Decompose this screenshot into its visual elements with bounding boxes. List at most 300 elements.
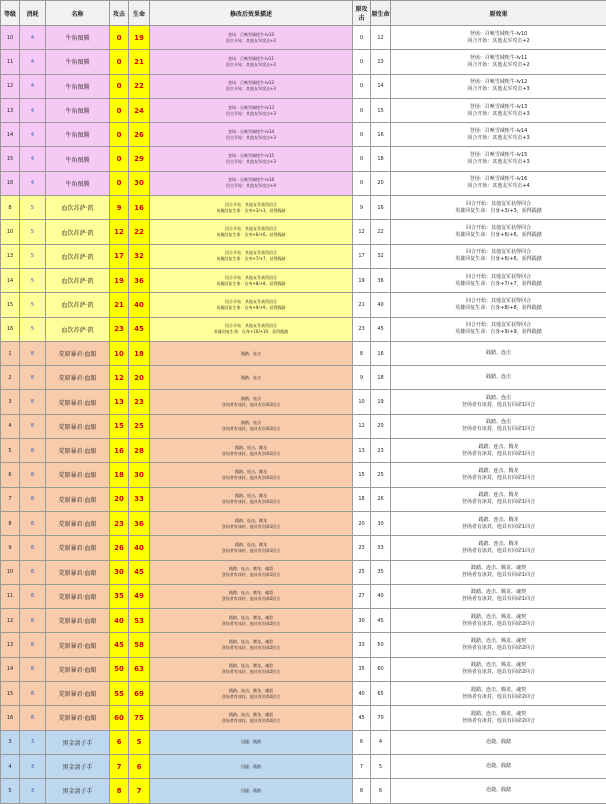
effect-line: 践踏、连击 [150,396,352,402]
modified-effect-cell [150,609,353,633]
modified-effect-cell [150,123,353,147]
health-cell: 30 [129,463,150,487]
name-cell: 牛角图腾 [46,147,110,171]
modified-effect-cell [150,26,353,50]
level-cell: 4 [1,754,20,778]
cost-cell: 8 [20,657,46,681]
cost-cell: 8 [20,366,46,390]
effect-line: 回合开始：其他友军攻击+2 [391,38,606,45]
effect-line: 践踏、连击、腾龙、魂契 [391,687,606,694]
effect-line: 登场：召唤雪域牦牛-lv13 [150,105,352,111]
table-row [1,74,606,98]
original-effect-cell [391,657,606,681]
effect-line: 登场：召唤雪域牦牛-lv11 [391,55,606,62]
effect-line: 英雄回复生命：自身+6/+6，获得践踏 [391,232,606,239]
modified-effect-cell [150,98,353,122]
original-health-cell: 33 [371,536,391,560]
attack-cell: 17 [110,244,129,268]
effect-line: 登场者有冰封，他具有回命2回合 [391,621,606,628]
original-health-cell: 16 [371,196,391,220]
effect-line: 登场者有冰封，他具有回命1回合 [391,426,606,433]
original-attack-cell: 18 [353,487,371,511]
original-attack-cell: 21 [353,293,371,317]
table-row [1,511,606,535]
level-cell: 10 [1,26,20,50]
effect-line: 登场：召唤雪域牦牛-lv12 [391,79,606,86]
effect-line: 践踏、连击、腾龙、魂契 [150,566,352,572]
header-original-attack: 原攻击 [353,1,371,26]
table-row [1,536,606,560]
effect-line: 登场者有冰封，他具有回命2回合 [150,669,352,675]
health-cell: 16 [129,196,150,220]
table-row [1,366,606,390]
cost-cell: 4 [20,147,46,171]
effect-line: 回合开始：其他友军攻击+3 [391,135,606,142]
cost-cell: 8 [20,390,46,414]
effect-line: 迅捷、践踏 [391,787,606,794]
modified-effect-cell [150,220,353,244]
level-cell: 2 [1,366,20,390]
effect-line: 回合开始：其他友军攻击+3 [391,159,606,166]
effect-line: 回合开始：其他友军攻击+2 [150,62,352,68]
original-health-cell: 6 [371,779,391,803]
attack-cell: 0 [110,98,129,122]
health-cell: 29 [129,147,150,171]
original-attack-cell: 17 [353,244,371,268]
table-row [1,50,606,74]
effect-line: 践踏、连击、腾龙 [391,444,606,451]
effect-line: 践踏、连击 [150,351,352,357]
name-cell: 牛角图腾 [46,26,110,50]
original-health-cell: 16 [371,123,391,147]
modified-effect-cell [150,244,353,268]
original-attack-cell: 0 [353,74,371,98]
name-cell: 荒原暴君·血眼 [46,536,110,560]
table-row [1,609,606,633]
effect-line: 登场者有冰封，他具有回命1回合 [150,451,352,457]
level-cell: 7 [1,487,20,511]
effect-line: 回合开始：其他友军攻击+3 [150,86,352,92]
level-cell: 13 [1,98,20,122]
cost-cell: 4 [20,26,46,50]
table-row [1,657,606,681]
level-cell: 6 [1,463,20,487]
original-health-cell: 40 [371,293,391,317]
level-cell: 16 [1,171,20,195]
original-health-cell: 20 [371,414,391,438]
effect-line: 登场者有冰封，他具有回命1回合 [150,524,352,530]
original-health-cell: 5 [371,754,391,778]
effect-line: 践踏、连击 [391,374,606,381]
effect-line: 践踏、连击、腾龙、魂契 [150,615,352,621]
effect-line: 登场者有冰封，他具有回命1回合 [150,572,352,578]
original-attack-cell: 19 [353,268,371,292]
cost-cell: 5 [20,220,46,244]
effect-line: 践踏、连击、腾龙、魂契 [150,590,352,596]
name-cell: 血饮苏萨·凯 [46,244,110,268]
cost-cell: 8 [20,414,46,438]
effect-line: 迅捷、践踏 [150,788,352,794]
cost-cell: 8 [20,560,46,584]
health-cell: 30 [129,171,150,195]
effect-line: 登场：召唤雪域牦牛-lv14 [391,128,606,135]
original-effect-cell [391,730,606,754]
effect-line: 回合开始：其他友军攻击+3 [150,159,352,165]
effect-line: 回合开始：其他友军获得回合 [391,225,606,232]
table-row [1,341,606,365]
name-cell: 荒原暴君·血眼 [46,463,110,487]
original-attack-cell: 15 [353,463,371,487]
name-cell: 血饮苏萨·凯 [46,317,110,341]
cost-cell: 8 [20,439,46,463]
effect-line: 英雄回复生命：自身+8/+8，获得践踏 [150,281,352,287]
attack-cell: 45 [110,633,129,657]
original-health-cell: 30 [371,511,391,535]
modified-effect-cell [150,196,353,220]
effect-line: 登场者有冰封，他具有回命2回合 [150,718,352,724]
level-cell: 15 [1,147,20,171]
original-attack-cell: 23 [353,317,371,341]
original-health-cell: 14 [371,74,391,98]
health-cell: 53 [129,609,150,633]
effect-line: 登场：召唤雪域牦牛-lv10 [150,32,352,38]
effect-line: 英雄回复生命：自身+10/+10，获得践踏 [150,329,352,335]
original-health-cell: 23 [371,439,391,463]
original-attack-cell: 25 [353,560,371,584]
cost-cell: 8 [20,609,46,633]
header-attack: 攻击 [110,1,129,26]
original-health-cell: 22 [371,220,391,244]
table-row [1,293,606,317]
cost-cell: 8 [20,341,46,365]
level-cell: 10 [1,220,20,244]
effect-line: 回合开始：其他友军获得回合 [150,226,352,232]
effect-line: 践踏、连击 [150,375,352,381]
modified-effect-cell [150,463,353,487]
cost-cell: 5 [20,196,46,220]
original-attack-cell: 40 [353,682,371,706]
health-cell: 40 [129,536,150,560]
table-row [1,439,606,463]
attack-cell: 35 [110,584,129,608]
table-row [1,584,606,608]
original-effect-cell [391,244,606,268]
health-cell: 21 [129,50,150,74]
health-cell: 75 [129,706,150,730]
name-cell: 荒原暴君·血眼 [46,609,110,633]
effect-line: 回合开始：其他友军获得回合 [391,274,606,281]
attack-cell: 23 [110,511,129,535]
modified-effect-cell [150,706,353,730]
table-row [1,414,606,438]
original-attack-cell: 9 [353,196,371,220]
effect-line: 登场：召唤雪域牦牛-lv10 [391,31,606,38]
level-cell: 14 [1,123,20,147]
attack-cell: 23 [110,317,129,341]
original-effect-cell [391,98,606,122]
attack-cell: 0 [110,171,129,195]
table-row [1,220,606,244]
modified-effect-cell [150,439,353,463]
modified-effect-cell [150,754,353,778]
cost-cell: 8 [20,633,46,657]
cost-cell: 3 [20,779,46,803]
health-cell: 6 [129,754,150,778]
original-effect-cell [391,511,606,535]
original-effect-cell [391,390,606,414]
effect-line: 登场：召唤雪域牦牛-lv16 [391,176,606,183]
original-health-cell: 65 [371,682,391,706]
effect-line: 回合开始：其他友军攻击+3 [150,135,352,141]
header-health: 生命 [129,1,150,26]
cost-cell: 8 [20,536,46,560]
modified-effect-cell [150,560,353,584]
modified-effect-cell [150,50,353,74]
name-cell: 荒原暴君·血眼 [46,560,110,584]
original-effect-cell [391,196,606,220]
table-row [1,123,606,147]
health-cell: 7 [129,779,150,803]
name-cell: 牛角图腾 [46,98,110,122]
original-health-cell: 20 [371,171,391,195]
modified-effect-cell [150,536,353,560]
effect-line: 践踏、连击、腾龙、魂契 [150,712,352,718]
original-health-cell: 12 [371,26,391,50]
effect-line: 迅捷、践踏 [150,764,352,770]
name-cell: 血饮苏萨·凯 [46,293,110,317]
cost-cell: 8 [20,682,46,706]
original-health-cell: 18 [371,147,391,171]
attack-cell: 13 [110,390,129,414]
name-cell: 血饮苏萨·凯 [46,220,110,244]
cost-cell: 4 [20,123,46,147]
effect-line: 践踏、连击、腾龙 [391,492,606,499]
original-attack-cell: 23 [353,536,371,560]
level-cell: 1 [1,341,20,365]
effect-line: 回合开始：其他友军获得回合 [150,323,352,329]
effect-line: 践踏、连击、腾龙 [391,517,606,524]
effect-line: 登场者有冰封，他具有回命2回合 [391,645,606,652]
effect-line: 登场者有冰封，他具有回命1回合 [150,402,352,408]
header-level: 等级 [1,1,20,26]
cost-cell: 8 [20,511,46,535]
effect-line: 迅捷、践踏 [391,763,606,770]
original-effect-cell [391,74,606,98]
original-attack-cell: 12 [353,220,371,244]
attack-cell: 7 [110,754,129,778]
level-cell: 5 [1,439,20,463]
original-health-cell: 36 [371,268,391,292]
cost-cell: 5 [20,268,46,292]
effect-line: 登场者有冰封，他具有回命1回合 [391,572,606,579]
health-cell: 5 [129,730,150,754]
header-modified-effect: 修改后效果描述 [150,1,353,26]
effect-line: 登场者有冰封，他具有回命1回合 [391,402,606,409]
attack-cell: 0 [110,123,129,147]
name-cell: 荒原暴君·血眼 [46,439,110,463]
health-cell: 49 [129,584,150,608]
level-cell: 13 [1,244,20,268]
original-effect-cell [391,268,606,292]
table-row [1,682,606,706]
level-cell: 4 [1,414,20,438]
original-effect-cell [391,536,606,560]
name-cell: 牛角图腾 [46,123,110,147]
original-effect-cell [391,26,606,50]
effect-line: 登场者有冰封，他具有回命1回合 [150,499,352,505]
modified-effect-cell [150,730,353,754]
attack-cell: 12 [110,366,129,390]
cost-cell: 5 [20,293,46,317]
original-effect-cell [391,706,606,730]
health-cell: 18 [129,341,150,365]
effect-line: 践踏、连击、腾龙、魂契 [391,711,606,718]
modified-effect-cell [150,341,353,365]
level-cell: 8 [1,511,20,535]
original-effect-cell [391,341,606,365]
attack-cell: 12 [110,220,129,244]
effect-line: 回合开始：其他友军获得回合 [150,202,352,208]
table-row [1,268,606,292]
name-cell: 荒原暴君·血眼 [46,633,110,657]
attack-cell: 26 [110,536,129,560]
modified-effect-cell [150,511,353,535]
original-effect-cell [391,439,606,463]
attack-cell: 55 [110,682,129,706]
modified-effect-cell [150,414,353,438]
original-effect-cell [391,560,606,584]
name-cell: 荒原暴君·血眼 [46,657,110,681]
original-attack-cell: 35 [353,657,371,681]
effect-line: 回合开始：其他友军获得回合 [391,322,606,329]
original-attack-cell: 33 [353,633,371,657]
original-effect-cell [391,682,606,706]
effect-line: 践踏、连击、腾龙、魂契 [391,638,606,645]
effect-line: 回合开始：其他友军获得回合 [150,299,352,305]
cost-cell: 8 [20,584,46,608]
effect-line: 英雄回复生命：自身+6/+6，获得践踏 [391,256,606,263]
original-health-cell: 32 [371,244,391,268]
name-cell: 黑金剑子手 [46,754,110,778]
health-cell: 19 [129,26,150,50]
level-cell: 14 [1,268,20,292]
level-cell: 5 [1,779,20,803]
effect-line: 登场者有冰封，他具有回命1回合 [150,548,352,554]
original-health-cell: 70 [371,706,391,730]
original-effect-cell [391,584,606,608]
modified-effect-cell [150,390,353,414]
original-effect-cell [391,171,606,195]
effect-line: 践踏、连击、腾龙 [150,493,352,499]
table-row [1,98,606,122]
table-row [1,390,606,414]
effect-line: 回合开始：其他友军攻击+4 [150,183,352,189]
original-attack-cell: 0 [353,171,371,195]
effect-line: 登场：召唤雪域牦牛-lv12 [150,80,352,86]
original-attack-cell: 20 [353,511,371,535]
effect-line: 登场：召唤雪域牦牛-lv15 [391,152,606,159]
original-effect-cell [391,633,606,657]
attack-cell: 30 [110,560,129,584]
attack-cell: 0 [110,147,129,171]
table-row [1,779,606,803]
modified-effect-cell [150,317,353,341]
cost-cell: 4 [20,50,46,74]
original-health-cell: 26 [371,487,391,511]
name-cell: 血饮苏萨·凯 [46,196,110,220]
original-attack-cell: 0 [353,26,371,50]
effect-line: 登场者有冰封，他具有回命1回合 [150,475,352,481]
header-name: 名称 [46,1,110,26]
original-effect-cell [391,317,606,341]
effect-line: 践踏、连击 [391,395,606,402]
effect-line: 践踏、连击、腾龙、魂契 [391,589,606,596]
table-row [1,730,606,754]
effect-line: 践踏、连击、腾龙、魂契 [391,565,606,572]
name-cell: 血饮苏萨·凯 [46,268,110,292]
level-cell: 9 [1,536,20,560]
cost-cell: 5 [20,317,46,341]
original-health-cell: 15 [371,98,391,122]
modified-effect-cell [150,147,353,171]
effect-line: 登场者有冰封，他具有回命1回合 [391,596,606,603]
original-health-cell: 16 [371,341,391,365]
original-attack-cell: 7 [353,754,371,778]
effect-line: 践踏、连击、腾龙、魂契 [150,639,352,645]
effect-line: 登场者有冰封，他具有回命2回合 [150,645,352,651]
table-row [1,317,606,341]
health-cell: 63 [129,657,150,681]
original-attack-cell: 0 [353,123,371,147]
attack-cell: 60 [110,706,129,730]
table-row [1,26,606,50]
level-cell: 12 [1,74,20,98]
effect-line: 登场者有冰封，他具有回命2回合 [150,621,352,627]
name-cell: 牛角图腾 [46,74,110,98]
original-attack-cell: 0 [353,147,371,171]
original-attack-cell: 12 [353,414,371,438]
effect-line: 登场者有冰封，他具有回命1回合 [391,475,606,482]
table-row [1,244,606,268]
effect-line: 英雄回复生命：自身+7/+7，获得践踏 [391,281,606,288]
original-health-cell: 45 [371,317,391,341]
effect-line: 登场者有冰封，他具有回命1回合 [150,426,352,432]
original-attack-cell: 45 [353,706,371,730]
name-cell: 荒原暴君·血眼 [46,366,110,390]
name-cell: 黑金剑子手 [46,730,110,754]
original-attack-cell: 9 [353,366,371,390]
table-row [1,754,606,778]
effect-line: 践踏、连击 [391,419,606,426]
original-health-cell: 13 [371,50,391,74]
name-cell: 荒原暴君·血眼 [46,341,110,365]
level-cell: 16 [1,706,20,730]
table-row [1,196,606,220]
original-health-cell: 35 [371,560,391,584]
table-row [1,633,606,657]
effect-line: 英雄回复生命：自身+9/+9，获得践踏 [150,305,352,311]
health-cell: 24 [129,98,150,122]
original-effect-cell [391,754,606,778]
effect-line: 登场：召唤雪域牦牛-lv15 [150,153,352,159]
health-cell: 25 [129,414,150,438]
name-cell: 荒原暴君·血眼 [46,584,110,608]
original-effect-cell [391,293,606,317]
attack-cell: 50 [110,657,129,681]
effect-line: 践踏、连击 [391,350,606,357]
attack-cell: 10 [110,341,129,365]
cost-cell: 8 [20,463,46,487]
